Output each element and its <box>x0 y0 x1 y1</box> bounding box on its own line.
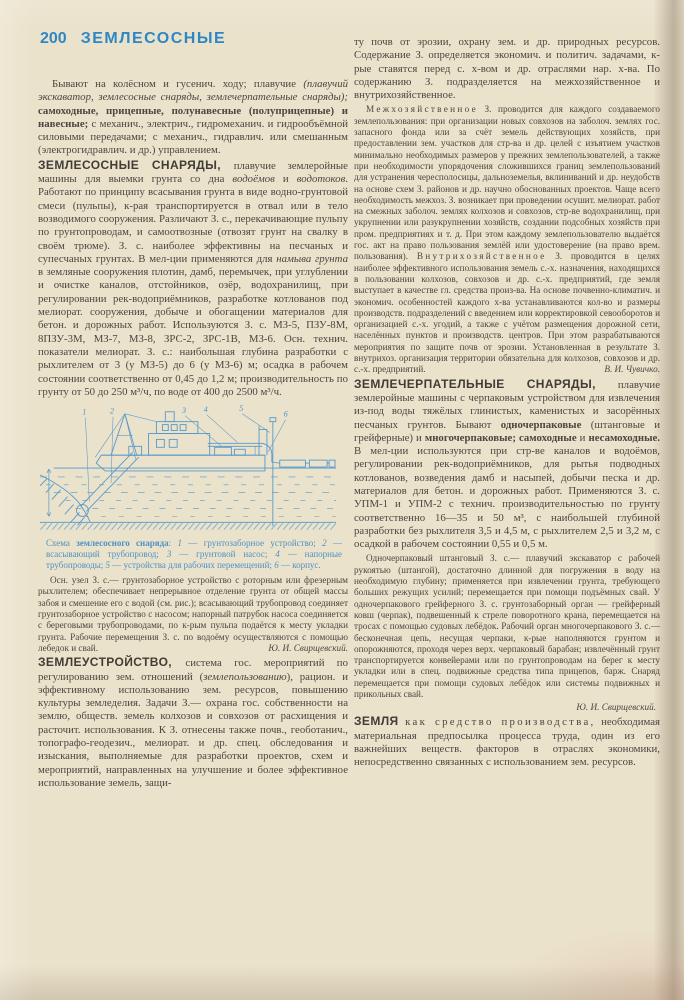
figure-caption: Схема землесосного снаряда: 1 — грунтозаборное устройство; 2 — всасывающий трубопровод; 3 — грунтовой насос; 4 — напорные трубопроводы; 5 — устройства для рабочих перемещений; 6 — корпус. <box>46 538 343 571</box>
fine-print-odnocherpakovy: Одночерпаковый штанговый З. с.— плавучий экскаватор с рабочей рукоятью (штангой), достаточно длинной для погружения в воду на необходимую глубину; применяется при извлечении грунта, требующего больших режущих усилий; перемещается при помощи подъёмных свай. У одночерпакового грейферного З. с. грунтозаборный орган — грейферный ковш (черпак), подвешенный к стреле поворотного крана, перемещается на тросах с помощью судовых лебёдок. Рабочий орган многочерпакового З. с.— бесконечная цепь, несущая черпаки, к-рые наполняются грунтом и опорожняются, проходя через верх. черпаковый барабан; извлечённый грунт транспортируется конвейерами или по грунтопроводам на берег к месту укладки или в спец. подвижные средства типа прицепов, барж. Снаряд перемещается при помощи судовых лебёдок или системы подвижных и прикольных свай. <box>354 553 660 700</box>
dredger-schematic-drawing <box>40 405 336 533</box>
figure-label-5: 5 <box>239 405 244 413</box>
article-zemlecherpatelnye-snaryady: ЗЕМЛЕЧЕРПАТЕЛЬНЫЕ СНАРЯДЫ, плавучие землеройные машины с черпаковым устройством для извлечения из-под воды тяжёлых глинистых, каменистых и засорённых песчаных грунтов. Бывают одночерпаковые (штанговые и грейферные) и многочерпаковые; самоходные и несамоходные. В мел-ции используются при стр-ве каналов и водоёмов, регулировании рек-водоприёмников, для рытья подводных котлованов, возведения дамб и насыпей, добычи песка и др. материалов для бетон. и дорожных работ. Применяются З. с. УПМ-1 и УПМ-2 с технич. производительностью по грунту соответственно 16—35 и 50 м³, с наибольшей глубиной разработки без рыхлителя 3,5 и 4,5 м, с рыхлителем 2,5 и 3,2 м, с осадкой в рабочем состоянии 0,55 и 0,5 м. <box>354 376 660 551</box>
right-column <box>354 36 660 771</box>
figure-label-2: 2 <box>110 406 114 416</box>
figure-label-4: 4 <box>203 405 208 414</box>
dredger-figure <box>38 405 348 571</box>
article-zemlesosnye-snaryady: ЗЕМЛЕСОСНЫЕ СНАРЯДЫ, плавучие землеройные машины для выемки грунта со дна водоёмов и водотоков. Работают по принципу всасывания грунта в виде водно-грунтовой смеси (пульпы), к-рая транспортируется в отвал или в тело возводимого сооружения. Различают З. с., перекачивающие пульпу по грунтопроводам, и самоотвозные (отвозят грунт на свалку в своём трюме). З. с. наиболее эффективны на песчаных и супесчаных грунтах. В мел-ции применяются для намыва грунта в земляные сооружения плотин, дамб, перемычек, при углублении и очистке каналов, отстойников, озёр, водохранилищ, при регулировании рек-водоприёмников, разработке котлованов под мелиорат. сооружения, добыче и обогащении материалов для бетон. и дорожных работ. Используются З. с. МЗ-5, ПЗУ-8М, 8ПЗУ-3М, МЗ-7, МЗ-8, ЗРС-2, ЗРС-1В, МЗ-6. Осн. технич. показатели мелиорат. З. с.: наибольшая глубина разработки с рыхлителем от 3 (у МЗ-5) до 6 (у МЗ-6) м; осадка в рабочем состоянии соответственно от 0,45 до 1,2 м; производительность по грунту от 50 до 250 м³/ч, по воде от 400 до 2500 м³/ч. <box>38 157 348 398</box>
intro-paragraph: Бывают на колёсном и гусенич. ходу; плавучие (плавучий экскаватор, землесосные снаряды, землечерпательные снаряды); самоходные, прицепные, полунавесные (полуприцепные) и навесные; с механич., электрич., гидромеханич. и гидрообъёмной силовыми передачами; с механич., гидравлич. или смешанным (электрогидравлич. и др.) управлением. <box>38 78 348 157</box>
fine-print-mezhkhozyaystvennoe: Межхозяйственное З. проводится для каждого создаваемого землепользования: при организации новых совхозов на заболоч. землях гос. запасного фонда или за счёт земель действующих хозяйств, при предоставлении зем. участков для стр-ва и др. целей с изъятием участков минимально необходимых размеров у прежних землепользователей, а также при необходимости упорядочения сложившихся границ землепользований для устранения чересполосицы, дальноземелья, вклиниваний и др. неудобств на основе схем З. районов и др. научно обоснованных проектов. Чаще всего необходимость межхоз. З. возникает при проведении осушит. мелиорат. работ на смежных заболоч. землях колхозов и совхозов, стр-ве водохранилищ, при укрупнении или разукрупнении хозяйств, создании подсобных хозяйств при пром. предприятиях и т. д. При этом каждому землепользователю выдаётся гос. акт на право пользования землёй или удостоверение (на право врем. пользования). Внутрихозяйственное З. проводится в целях наиболее эффективного использования земель с.-х. назначения, находящихся в пользовании колхозов, совхозов и др. с.-х. предприятий, где земля выступает в качестве гл. средства произ-ва. На основе почвенно-климатич. и экономич. особенностей каждого х-ва устанавливаются кол-во и размеры производств. подразделений с введением или корректировкой севооборотов и организацией с.-х. угодий, а также с учётом размещения дорожной сети, населённых пунктов и производств. центров. При этом разрабатываются мероприятия по защите почв от эрозии. Установленная в результате З. внутрихоз. организация территории обязательна для колхозов, совхозов и др. с.-х. предприятий. В. И. Чувичко. <box>354 104 660 375</box>
running-title: ЗЕМЛЕСОСНЫЕ <box>80 30 227 47</box>
author-signature: Ю. И. Свирщевский. <box>576 702 656 713</box>
article-zemlya: ЗЕМЛЯ как средство производства, необходимая материальная предпосылка процесса труда, один из его важнейших веществ. факторов в отраслях экономики, непосредственно связанных с использованием зем. ресурсов. <box>354 714 660 769</box>
running-head <box>40 30 226 48</box>
fine-print-dredger-details: Осн. узел З. с.— грунтозаборное устройство с роторным или фрезерным рыхлителем; обеспечивает непрерывное отделение грунта от общей массы забоя и смешение его с водой (см. рис.); всасывающий трубопровод соединяет грунтозаборное устройство с насосом; напорный патрубок насоса соединяется с береговыми трубопроводами, по к-рым пульпа подаётся к месту укладки грунта. Рабочие перемещения З. с. по водоёму осуществляются с помощью лебедок и свай. Ю. И. Свирщевский. <box>38 575 348 653</box>
figure-label-1: 1 <box>82 407 87 417</box>
page-number: 200 <box>40 30 67 47</box>
figure-label-6: 6 <box>283 409 288 419</box>
article-zemleustroystvo: ЗЕМЛЕУСТРОЙСТВО, система гос. мероприятий по регулированию зем. отношений (землепользованию), рацион. и эффективному использованию зем. ресурсов, повышению культуры земледелия. Задачи З.— охрана гос. собственности на землю, обществ. земель колхозов и совхозов от расхищения и расточит. использования. К З. отнесены также почв., геоботанич., топографо-геодезич., мелиорат. и др. спец. обследования и изыскания, выполняемые для разработки проектов, схем и мероприятий, направленных на улучшение и более эффективное использование земель, защи- <box>38 655 349 789</box>
article-continuation: ту почв от эрозии, охрану зем. и др. природных ресурсов. Содержание З. определяется экономич. и политич. задачами, к-рые ставятся перед с. х-вом и др. отраслями нар. х-ва. По содержанию З. подразделяется на межхозяйственное и внутрихозяйственное. <box>354 36 660 102</box>
figure-label-3: 3 <box>182 405 187 415</box>
left-column <box>38 78 348 791</box>
